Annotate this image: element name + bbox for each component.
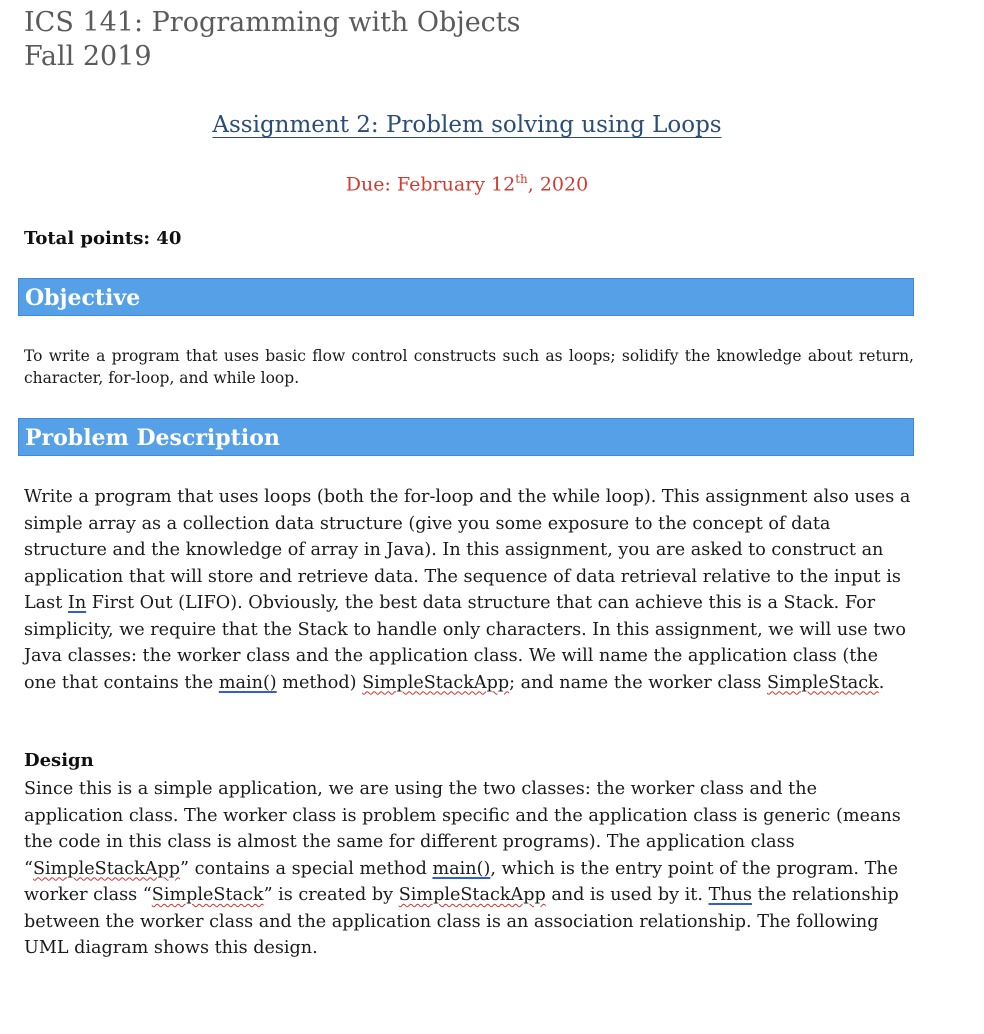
due-date xyxy=(0,172,934,195)
objective-heading: Objective xyxy=(18,278,914,316)
objective-text: To write a program that uses basic flow control constructs such as loops; solidify the knowledge about return, character, for-loop, and while loop. xyxy=(24,347,914,387)
flagged-word-simplestackapp: SimpleStackApp xyxy=(398,885,546,905)
course-title: ICS 141: Programming with Objects xyxy=(24,7,521,38)
total-points: Total points: 40 xyxy=(24,228,182,249)
design-text-part: ” is created by xyxy=(263,885,399,905)
design-text-part: Since this is a simple application, we are using the two classes: the worker class and the application class. The worker class is problem specific and the application class is generic (means the code in this class is almost the same for different programs). The application class “ xyxy=(24,779,901,879)
design-text xyxy=(24,776,914,962)
course-header xyxy=(24,6,521,74)
flagged-word-simplestackapp: SimpleStackApp xyxy=(362,672,510,693)
flagged-word-simplestack: SimpleStack xyxy=(151,885,264,905)
due-date-sup: th xyxy=(515,172,528,186)
flagged-word-thus: Thus xyxy=(708,885,752,905)
problem-description-heading: Problem Description xyxy=(18,418,914,456)
course-term: Fall 2019 xyxy=(24,41,152,72)
problem-text-part: First Out (LIFO). Obviously, the best data structure that can achieve this is a Stack. For simplicity, we require that the Stack to handle only characters. In this assignment, we will use two Java classes: the worker class and the application class. We will name the application class (the one that contains the xyxy=(24,593,906,693)
flagged-word-in: In xyxy=(67,593,87,613)
flagged-word-main: main() xyxy=(218,672,277,693)
due-date-suffix: , 2020 xyxy=(527,173,589,196)
flagged-word-main: main() xyxy=(432,858,491,879)
due-date-prefix: Due: February 12 xyxy=(345,173,516,196)
problem-text-part: Write a program that uses loops (both the for-loop and the while loop). This assignment also uses a simple array as a collection data structure (give you some exposure to the concept of data structure and the knowledge of array in Java). In this assignment, you are asked to construct an application that will store and retrieve data. The sequence of data retrieval relative to the input is Last xyxy=(24,487,911,613)
problem-text-part: method) xyxy=(276,672,363,693)
assignment-title xyxy=(0,112,934,138)
flagged-word-simplestack: SimpleStack xyxy=(766,672,879,693)
design-text-part: the relationship between the worker class and the application class is an association relationship. The following UML diagram shows this design. xyxy=(24,885,899,958)
design-heading: Design xyxy=(24,750,94,771)
assignment-title-text: Assignment 2: Problem solving using Loops xyxy=(212,112,722,138)
problem-description-text xyxy=(24,484,914,696)
design-text-part: ” contains a special method xyxy=(180,858,433,879)
problem-text-part: ; and name the worker class xyxy=(509,672,767,693)
design-text-part: and is used by it. xyxy=(545,885,709,905)
problem-text-part: . xyxy=(878,672,885,693)
design-text-part: , which is the entry point of the program. The worker class “ xyxy=(24,858,899,905)
flagged-word-simplestackapp: SimpleStackApp xyxy=(33,858,181,879)
